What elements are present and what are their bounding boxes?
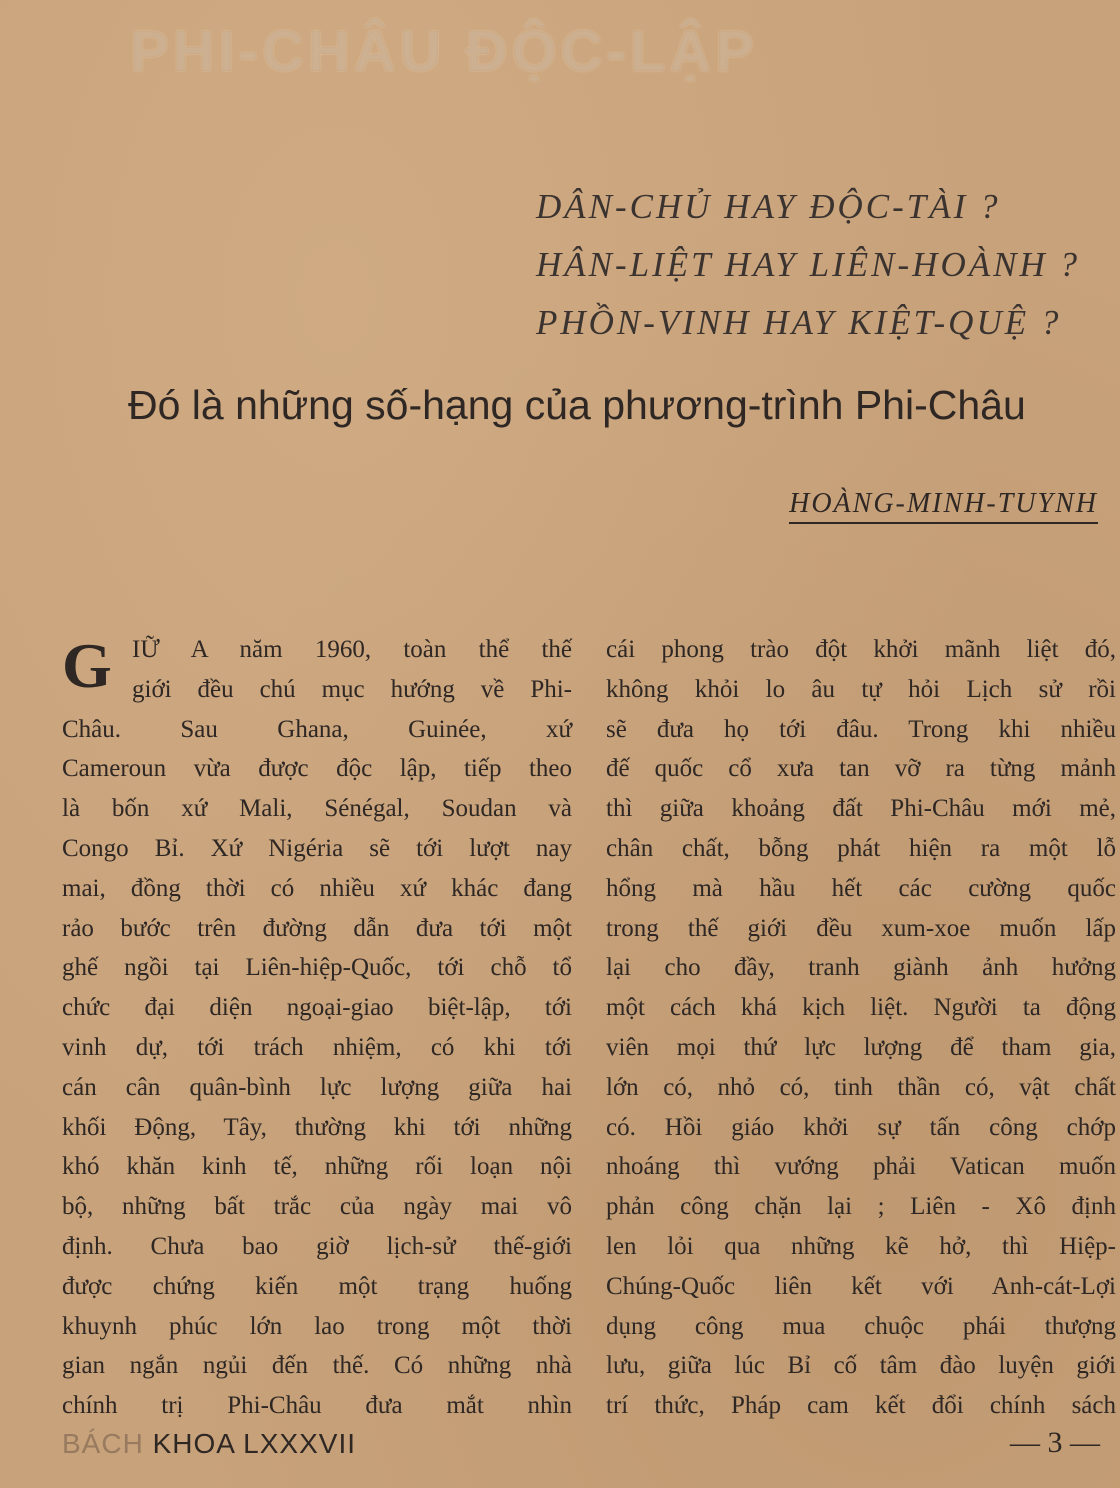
article-line: cái phong trào đột khởi mãnh liệt đó,: [606, 636, 1116, 663]
subtitle-line-2: HÂN-LIỆT HAY LIÊN-HOÀNH ?: [536, 245, 1080, 284]
article-line: IỮ A năm 1960, toàn thể thế: [132, 636, 572, 663]
magazine-name-faded: BÁCH: [62, 1428, 144, 1459]
drop-cap: G: [62, 630, 112, 701]
article-line: trong thế giới đều xum-xoe muốn lấp: [606, 914, 1116, 942]
article-line: vinh dự, tới trách nhiệm, có khi tới: [62, 1033, 572, 1061]
magazine-footer: [62, 1428, 356, 1460]
article-line: đế quốc cổ xưa tan vỡ ra từng mảnh: [606, 755, 1116, 783]
article-line: định. Chưa bao giờ lịch-sử thế-giới: [62, 1232, 572, 1260]
article-line: viên mọi thứ lực lượng để tham gia,: [606, 1033, 1116, 1061]
article-line: không khỏi lo âu tự hỏi Lịch sử rồi: [606, 675, 1116, 703]
article-line: hổng mà hầu hết các cường quốc: [606, 874, 1116, 902]
article-line: chân chất, bỗng phát hiện ra một lỗ: [606, 834, 1116, 862]
article-line: khối Động, Tây, thường khi tới những: [62, 1113, 572, 1141]
section-title-faded: PHI-CHÂU ĐỘC-LẬP: [130, 19, 758, 84]
article-line: thì giữa khoảng đất Phi-Châu mới mẻ,: [606, 795, 1116, 823]
article-line: trí thức, Pháp cam kết đổi chính sách: [606, 1392, 1116, 1420]
article-line: có. Hồi giáo khởi sự tấn công chớp: [606, 1113, 1116, 1141]
article-line: nhoáng thì vướng phải Vatican muốn: [606, 1153, 1116, 1181]
article-line: Congo Bỉ. Xứ Nigéria sẽ tới lượt nay: [62, 834, 572, 862]
subtitle-line-3: PHỒN-VINH HAY KIỆT-QUỆ ?: [536, 303, 1062, 342]
article-line: sẽ đưa họ tới đâu. Trong khi nhiều: [606, 715, 1116, 743]
article-line: rảo bước trên đường dẫn đưa tới một: [62, 914, 572, 942]
article-line: lại cho đầy, tranh giành ảnh hưởng: [606, 954, 1116, 982]
article-line: khó khăn kinh tế, những rối loạn nội: [62, 1153, 572, 1181]
article-line: mai, đồng thời có nhiều xứ khác đang: [62, 874, 572, 902]
article-line: khuynh phúc lớn lao trong một thời: [62, 1312, 572, 1340]
article-line: gian ngắn ngủi đến thế. Có những nhà: [62, 1352, 572, 1380]
article-line: Chúng-Quốc liên kết với Anh-cát-Lợi: [606, 1272, 1116, 1300]
article-line: là bốn xứ Mali, Sénégal, Soudan và: [62, 795, 572, 823]
article-line: Cameroun vừa được độc lập, tiếp theo: [62, 755, 572, 783]
article-line: một cách khá kịch liệt. Người ta động: [606, 994, 1116, 1022]
article-column-left: [62, 630, 572, 1426]
page-number: — 3 —: [1010, 1426, 1100, 1459]
article-line: Châu. Sau Ghana, Guinée, xứ: [62, 715, 572, 743]
article-line: ghế ngồi tại Liên-hiệp-Quốc, tới chỗ tổ: [62, 954, 572, 982]
article-line: dụng công mua chuộc phái thượng: [606, 1312, 1116, 1340]
article-author: HOÀNG-MINH-TUYNH: [789, 488, 1098, 524]
article-line: phản công chặn lại ; Liên - Xô định: [606, 1193, 1116, 1221]
article-line: chức đại diện ngoại-giao biệt-lập, tới: [62, 994, 572, 1022]
article-line: được chứng kiến một trạng huống: [62, 1272, 572, 1300]
article-line: chính trị Phi-Châu đưa mắt nhìn: [62, 1392, 572, 1420]
article-line: cán cân quân-bình lực lượng giữa hai: [62, 1073, 572, 1101]
subtitle-line-1: DÂN-CHỦ HAY ĐỘC-TÀI ?: [536, 187, 1001, 226]
article-headline: Đó là những số-hạng của phương-trình Phi-Châu: [128, 382, 1026, 428]
article-column-right: [606, 630, 1116, 1426]
subtitle-block: [536, 178, 1096, 352]
article-line: giới đều chú mục hướng về Phi-: [132, 675, 572, 703]
article-line: len lỏi qua những kẽ hở, thì Hiệp-: [606, 1232, 1116, 1260]
article-line: lưu, giữa lúc Bỉ cố tâm đào luyện giới: [606, 1352, 1116, 1380]
magazine-issue: KHOA LXXXVII: [152, 1428, 356, 1459]
article-line: bộ, những bất trắc của ngày mai vô: [62, 1193, 572, 1221]
article-line: lớn có, nhỏ có, tinh thần có, vật chất: [606, 1073, 1116, 1101]
